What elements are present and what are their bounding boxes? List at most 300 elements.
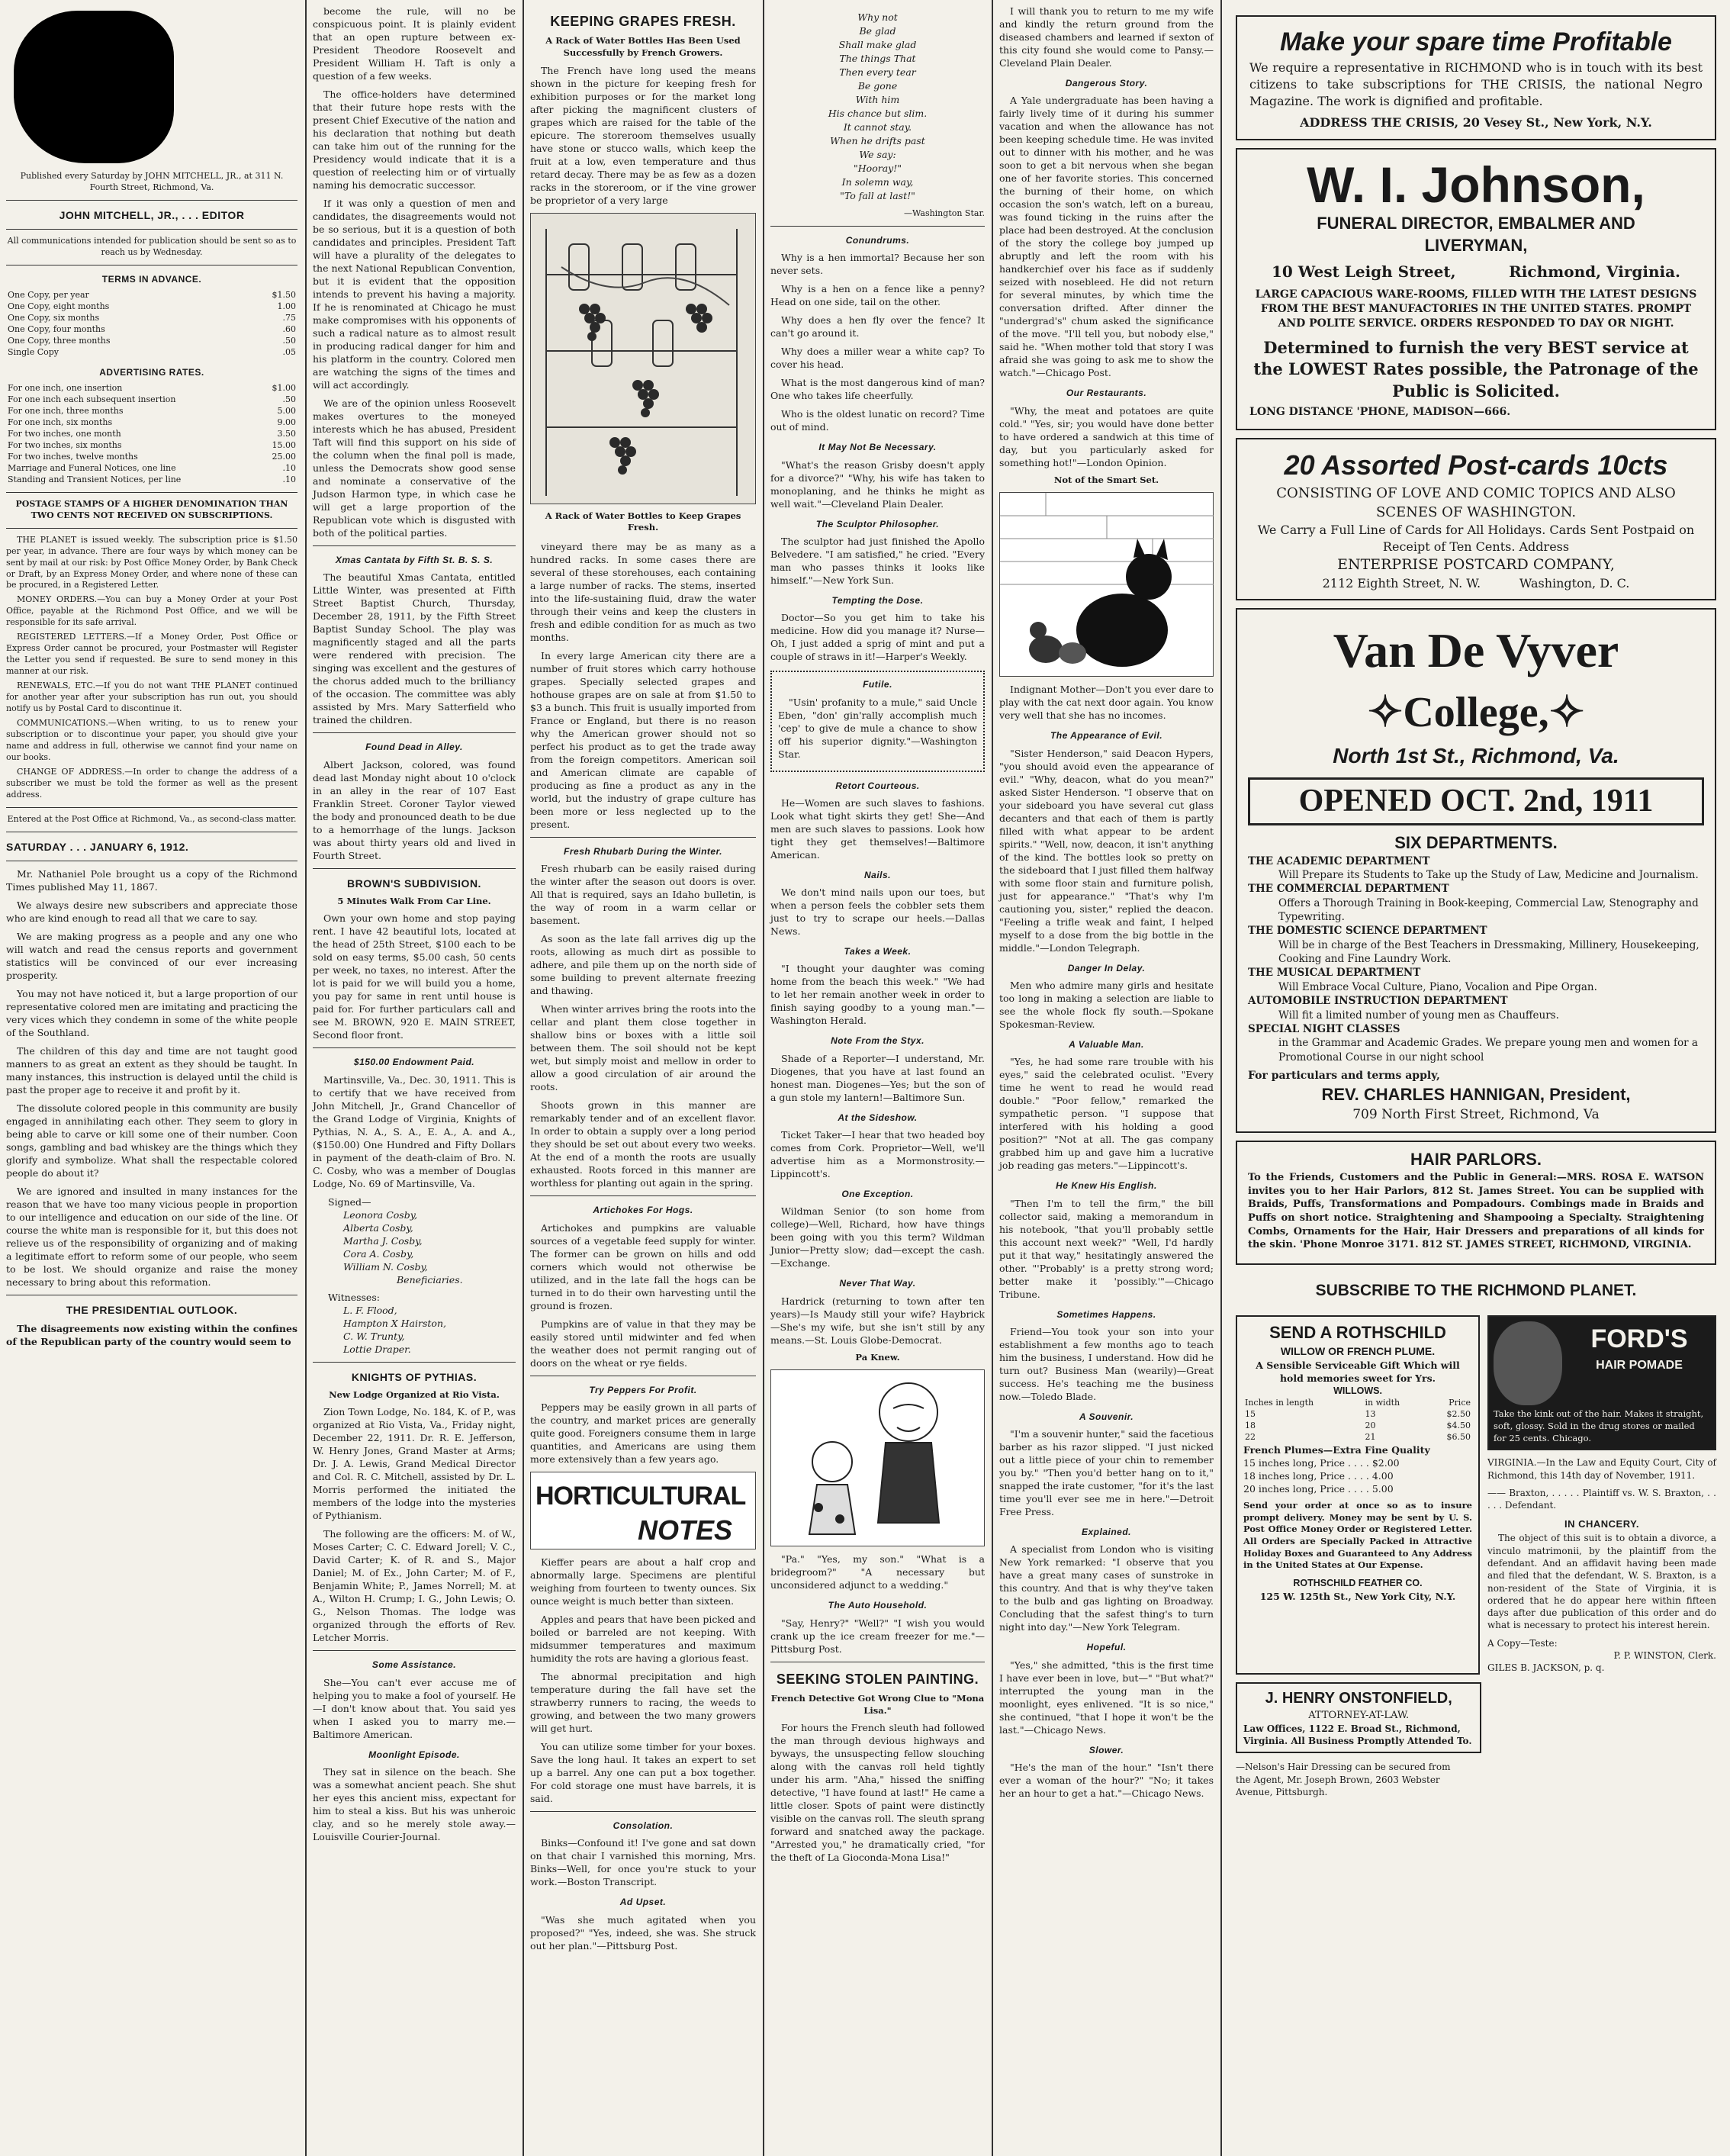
sometimes-title: Sometimes Happens. xyxy=(1056,1308,1156,1320)
consolation-text: Binks—Confound it! I've gone and sat down on that chair I varnished this morning, Mrs. Binks—Well, for once you're stuck to your work.—Boston Transcript. xyxy=(530,1837,756,1888)
kieffer-text: The abnormal precipitation and high temperature during the fall have set the strawberry runners to racing, the weeds to growing, and between the two many growers will get hurt. xyxy=(530,1670,756,1734)
witness: Lottie Draper. xyxy=(343,1343,411,1355)
hair-parlors-ad xyxy=(1236,1141,1716,1265)
grape-rack-drawing xyxy=(531,214,755,502)
editorial-para: We are making progress as a people and any one who will watch and read the census reports and government statistics will be convinced of our ever increasing prosperity. xyxy=(6,930,297,981)
cat-cartoon xyxy=(999,492,1214,677)
crisis-body: We require a representative in RICHMOND who is in touch with its best citizens to take subscriptions for THE CRISIS, the national Negro Magazine. The work is dignified and profitable. xyxy=(1249,60,1703,108)
brown-title: BROWN'S SUBDIVISION. xyxy=(347,877,481,890)
registered-note: REGISTERED LETTERS.—If a Money Order, Post Office or Express Order cannot be procured, your Postmaster will Register the Letter you send if requested. Be sure to send money in this manner at our risk. xyxy=(6,632,297,677)
editorial-para: You may not have noticed it, but a large proportion of our representative colored men are imitating and practicing the very vices which they condemn in some of the white people of the Southland. xyxy=(6,987,297,1038)
fords-ad xyxy=(1487,1315,1716,1450)
roth-body: A Sensible Serviceable Gift Which will hold memories sweet for Yrs. xyxy=(1256,1360,1460,1385)
outlook-cont: We are of the opinion unless Roosevelt makes overtures to the moneyed interests which he has abused, President Taft will find this support on his side of the column when the final poll is made, unless the Democrats show good sense and nominate a conservative of the Judson Harmon type, in which case he will get a large proportion of the Republican vote which is disgusted with both of the political parties. xyxy=(313,397,516,539)
conundrum: Who is the oldest lunatic on record? Time out of mind. xyxy=(770,408,985,433)
outlook-cont: The office-holders have determined that their future hope rests with the present Chief Executive of the nation and his declaration that nothing but death can take him out of the running for the Presidency would indicate that it is a question of reelecting him or of virtually naming his democratic successor. xyxy=(313,88,516,191)
vdv-dept-name: AUTOMOBILE INSTRUCTION DEPARTMENT xyxy=(1248,995,1508,1008)
sideshow-text: Ticket Taker—I hear that two headed boy comes from Cork. Proprietor—Well, we'll advertise him as a Mormonstrosity.—Lippincott's. xyxy=(770,1129,985,1180)
vdv-departments xyxy=(1248,854,1704,1064)
rate-row xyxy=(6,452,297,463)
fords-sub: HAIR POMADE xyxy=(1596,1358,1683,1372)
english-text: "Then I'm to tell the firm," the bill collector said, making a memorandum in his notebook, "that you'll probably settle this account next week?" "Well, I'd hardly put it that way," hesitatingly answered the other. "'Probably' is a pretty strong word; better make it 'possibly.'"—Chicago Tribune. xyxy=(999,1197,1214,1300)
roth-cell: 18 xyxy=(1245,1421,1256,1431)
vdv-opened: OPENED OCT. 2nd, 1911 xyxy=(1248,777,1704,825)
vdv-dept-desc: Offers a Thorough Training in Book-keeping, Commercial Law, Stenography and Typewriting. xyxy=(1278,896,1699,923)
restaurants-title: Our Restaurants. xyxy=(1066,388,1147,399)
evil-title: The Appearance of Evil. xyxy=(1050,730,1163,742)
roth-head: Price xyxy=(1449,1398,1471,1408)
rate-row xyxy=(6,301,297,313)
signer: Beneficiaries. xyxy=(397,1273,463,1286)
stolen-text: For hours the French sleuth had followed the man through devious highways and byways, the unsuspecting fellow slouching along with the canvas roll held tightly under his arm. "Aha," hissed the sniffing detective, "I have found at last!" He came a little closer. Spots of paint were distinctly visible on the canvas roll. The sleuth sprang forward and snatched away the package. "Arrested you," he dramatically cried, "for the theft of La Gioconda-Mona Lisa!" xyxy=(770,1722,985,1864)
sideshow-title: At the Sideshow. xyxy=(838,1112,918,1123)
exception-title: One Exception. xyxy=(841,1189,914,1200)
ad-upset-title: Ad Upset. xyxy=(619,1897,667,1908)
rhubarb-text: As soon as the late fall arrives dig up the roots, allowing as much dirt as possible to adhere, and pile them up on the north side of some building to prevent alternate freezing and thawing. xyxy=(530,933,756,997)
roth-send: Send your order at once so as to insure prompt delivery. Money may be sent by U. S. Post Office Money Order or Registered Letter. All Orders are Specially Packed in Attractive Holiday Boxes and Guaranteed to Any Address in the United States at Our Expense. xyxy=(1243,1500,1472,1571)
poem-source: —Washington Star. xyxy=(904,208,985,218)
poem-line: Why not xyxy=(857,11,898,23)
rate-price: .10 xyxy=(282,462,296,473)
hair-title: HAIR PARLORS. xyxy=(1410,1149,1542,1169)
editorial-para: The dissolute colored people in this community are busily engaged in annihilating each other. They seem to glory in being able to carve or kill some one of their number. Coon songs, gambling and bad whiskey are the things which they glorify and symbolize. What shall the respectable colored people do about it? xyxy=(6,1102,297,1179)
johnson-body: LARGE CAPACIOUS WARE-ROOMS, FILLED WITH THE LATEST DESIGNS FROM THE BEST MANUFACTORIES IN THE UNITED STATES. PROMPT AND POLITE SERVICE. ORDERS RESPONDED TO DAY OR NIGHT. xyxy=(1255,288,1697,330)
editorial-para: The children of this day and time are not taught good manners to as great an extent as they should be taught. In many instances, this instruction is delayed until the child is past the proper age to receive it and profit by it. xyxy=(6,1044,297,1096)
divorce-title: It May Not Be Necessary. xyxy=(818,442,937,453)
rate-price: $1.00 xyxy=(272,383,296,394)
roth-cell: 22 xyxy=(1245,1432,1256,1443)
futile-box xyxy=(770,671,985,771)
valuable-text: "Yes, he had some rare trouble with his eyes," said the celebrated oculist. "Every time he went to read he would read double." "Poor fellow," remarked the sympathetic person. "I suppose that interfered with his holding a good position?" "Not at all. The gas company grabbed him up and gave him a lucrative job reading gas meters."—Lippincott's. xyxy=(999,1056,1214,1172)
col5-intro: I will thank you to return to me my wife and kindly the return ground from the diseased chambers and learned if sexton of this city found she would come to Pansy.—Cleveland Plain Dealer. xyxy=(999,5,1214,69)
grapes-caption: A Rack of Water Bottles to Keep Grapes Fresh. xyxy=(545,510,741,533)
never-text: Hardrick (returning to town after ten years)—Is Maudy still your wife? Haybrick—She's my wife, but she isn't still by any means.—St. Louis Globe-Democrat. xyxy=(770,1295,985,1346)
publisher-line: Published every Saturday by JOHN MITCHELL, JR., at 311 N. Fourth Street, Richmond, Va. xyxy=(20,171,284,192)
danger-title: Dangerous Story. xyxy=(1065,78,1148,88)
column-2 xyxy=(307,0,522,2156)
rate-row xyxy=(6,463,297,475)
rate-price: .50 xyxy=(282,394,296,405)
rate-price: 1.00 xyxy=(277,301,296,312)
ad-rates-table xyxy=(6,383,297,486)
chancery-title: IN CHANCERY. xyxy=(1564,1517,1639,1530)
dose-title: Tempting the Dose. xyxy=(831,594,924,606)
rate-label: Marriage and Funeral Notices, one line xyxy=(8,462,176,473)
pa-knew-cartoon xyxy=(770,1369,985,1546)
cat-text: Indignant Mother—Don't you ever dare to play with the cat next door again. You know very well that she has no incomes. xyxy=(999,684,1214,722)
poem-line: "Hooray!" xyxy=(854,163,902,174)
witness: Hampton X Hairston, xyxy=(343,1317,446,1329)
outlook-cont: If it was only a question of men and candidates, the disagreements would not be so serious, but it is a question of both candidates and principles. President Taft will have a plurality of the delegates to the next National Republican Convention, but it is evident that the opposition intends to prevent his having a majority. If he is renominated at Chicago he must make compromises with his opponents of such a radical nature as to almost result in producing radical danger for him and his platform in the country. Colored men are watching the signs of the times and will act accordingly. xyxy=(313,198,516,391)
rate-row xyxy=(6,417,297,429)
cat-drawing xyxy=(1000,493,1214,674)
roth-cell: $2.50 xyxy=(1446,1409,1471,1420)
rate-row xyxy=(6,440,297,452)
vdv-terms: For particulars and terms apply, xyxy=(1248,1069,1440,1082)
rhubarb-text: Shoots grown in this manner are remarkably tender and of an excellent flavor. In order to obtain a supply over a long period they should be set out about every two weeks. At the end of a month the roots are usually exhausted. Roots forced in this manner are worthless for planting out again in the spring. xyxy=(530,1099,756,1189)
slower-title: Slower. xyxy=(1088,1744,1124,1755)
roth-cell: 20 xyxy=(1365,1421,1376,1431)
money-orders-note: MONEY ORDERS.—You can buy a Money Order at your Post Office, payable at the Richmond Post Office, and we will be responsible for its safe arrival. xyxy=(6,594,297,628)
valuable-title: A Valuable Man. xyxy=(1069,1038,1144,1050)
vdv-dept-name: THE COMMERCIAL DEPARTMENT xyxy=(1248,883,1449,896)
cantata-text: The beautiful Xmas Cantata, entitled Little Winter, was presented at Fifth Street Baptist Church, Thursday, December 28, 1911, by the Fifth Street Baptist Sunday School. The play was magnificently staged and all the parts were rendered with precision. The singing was excellent and the gestures of the chorus added much to the brilliancy of the occasion. The committee was ably assisted by Mrs. Mary Satterfield who trained the children. xyxy=(313,571,516,726)
rate-price: .50 xyxy=(282,335,296,346)
restaurants-text: "Why, the meat and potatoes are quite cold." "Yes, sir; you would have done better to have ordered a sandwich at this time of day, but you particularly asked for something hot!"—London Opinion. xyxy=(999,404,1214,468)
endowment-text: Martinsville, Va., Dec. 30, 1911. This is to certify that we have received from John Mitchell, Jr., Grand Chancellor of the Grand Lodge of Virginia, Knights of Pythias, N. A., S. A., E. A., A. and A., ($150.00) One Hundred and Fifty Dollars in payment of the death-claim of Bro. N. C. Cosby, who was a member of Douglas Lodge, No. 69 of Martinsville, Va. xyxy=(313,1073,516,1189)
grapes-illustration xyxy=(530,213,756,504)
lawyer-sub: ATTORNEY-AT-LAW. xyxy=(1308,1709,1410,1721)
vdv-dept-desc: Will fit a limited number of young men as Chauffeurs. xyxy=(1278,1009,1559,1022)
roth-willows: WILLOWS. xyxy=(1333,1385,1382,1397)
nails-text: We don't mind nails upon our toes, but when a person feels the cobbler sets them just to try to scrape our heels.—Dallas News. xyxy=(770,887,985,938)
grapes-title: KEEPING GRAPES FRESH. xyxy=(550,14,736,29)
rate-price: .05 xyxy=(282,346,296,357)
rate-label: For one inch, three months xyxy=(8,406,124,417)
peppers-text: Peppers may be easily grown in all parts of the country, and market prices are generally quite good. Foreigners consume them in large quantities, and Americans are using them more extensively than a few years ago. xyxy=(530,1401,756,1465)
rate-label: For one inch, one insertion xyxy=(8,383,123,394)
delay-text: Men who admire many girls and hesitate too long in making a selection are liable to see the whole flock fly south.—Spokane Spokesman-Review. xyxy=(999,979,1214,1030)
poem-line: Be glad xyxy=(859,25,896,37)
futile-text: "Usin' profanity to a mule," said Uncle Eben, "don' gin'rally accomplish much 'cep' to give de mule a chance to show off his superior dignity."—Washington Star. xyxy=(778,696,977,760)
roth-french-row: 15 inches long, Price . . . . $2.00 xyxy=(1243,1457,1400,1469)
signer: Martha J. Cosby, xyxy=(343,1234,423,1247)
vdv-dept-desc: Will Prepare its Students to Take up the Study of Law, Medicine and Journalism. xyxy=(1278,868,1699,881)
moonlight-title: Moonlight Episode. xyxy=(368,1749,460,1760)
consolation-title: Consolation. xyxy=(613,1820,674,1831)
planet-note: THE PLANET is issued weekly. The subscription price is $1.50 per year, in advance. There are four ways by which money can be sent by mail at our risk: by Post Office Money Order, by Bank Check or Draft, by an Express Money Order, and where none of these can be procured, in a Registered Letter. xyxy=(6,534,297,590)
conundrum: Why is a hen immortal? Because her son never sets. xyxy=(770,252,985,277)
renewals-note: RENEWALS, ETC.—If you do not want THE PLANET continued for another year after your subscription has run out, you should notify us by Postal Card to discontinue it. xyxy=(6,681,297,714)
moonlight-text: They sat in silence on the beach. She was a somewhat ancient peach. She shut her eyes this ancient miss, expectant for him to steal a kiss. But his was unheroic clay, and so he merely stole away.—Louisville Courier-Journal. xyxy=(313,1765,516,1842)
roth-sub: WILLOW OR FRENCH PLUME. xyxy=(1280,1345,1436,1358)
hopeful-text: "Yes," she admitted, "this is the first time I have ever been in love, but—" "But what?" interrupted the young man in the moonlight, eyes enlivened. "It is so nice," she continued, "that I hope it won't be the last."—Chicago News. xyxy=(999,1659,1214,1736)
hair-body: To the Friends, Customers and the Public in General:—MRS. ROSA E. WATSON invites you to her Hair Parlors, 812 St. James Street. You can be supplied with Braids, Puffs, Transformations and Pompadours. Combings made in Braids and Puffs on short notice. Straightening and Shampooing a Specialty. Straightening Combs, Ornaments for the Hair, Hair Dressers and preparations of all kinds for the skin. 'Phone Monroe 3171. 812 ST. JAMES STREET, RICHMOND, VIRGINIA. xyxy=(1248,1171,1704,1251)
johnson-sub1: FUNERAL DIRECTOR, EMBALMER AND xyxy=(1317,213,1635,233)
outlook-cont: become the rule, will no be conspicuous point. It is plainly evident that an open rupture between ex-President Theodore Roosevelt and President William H. Taft is only a question of a few weeks. xyxy=(313,5,516,82)
roth-cell: $4.50 xyxy=(1446,1421,1471,1431)
notes-word: NOTES xyxy=(637,1514,732,1546)
signer: Alberta Cosby, xyxy=(343,1221,413,1234)
fords-title: FORD'S xyxy=(1590,1324,1688,1354)
kieffer-text: You can utilize some timber for your boxes. Save the long haul. It takes an expert to set up a barrel. Any one can put a box together. For cold storage one must have barrels, it is said. xyxy=(530,1740,756,1804)
poem-line: When he drifts past xyxy=(830,135,925,146)
postage-note: POSTAGE STAMPS OF A HIGHER DENOMINATION THAN TWO CENTS NOT RECEIVED ON SUBSCRIPTIONS. xyxy=(15,498,288,520)
rate-price: .60 xyxy=(282,324,296,335)
grapes-sub: A Rack of Water Bottles Has Been Used Successfully by French Growers. xyxy=(545,35,741,59)
poem-line: His chance but slim. xyxy=(828,108,928,119)
conundrum: Why is a hen on a fence like a penny? Head on one side, tail on the other. xyxy=(770,283,985,308)
some-assistance-title: Some Assistance. xyxy=(371,1659,457,1671)
signer: Cora A. Cosby, xyxy=(343,1247,414,1260)
explained-text: A specialist from London who is visiting New York remarked: "I observe that you have a great many cases of sunstroke in this country. And that is why they've taken to the bulb and gas lighting on Broadway. Concluding that the safest thing's to turn night into day."—New York Telegram. xyxy=(999,1543,1214,1633)
roth-table xyxy=(1243,1398,1472,1443)
chancery-case: —— Braxton, . . . . . Plaintiff vs. W. S. Braxton, . . . . . Defendant. xyxy=(1487,1487,1716,1511)
vdv-dept-name: SPECIAL NIGHT CLASSES xyxy=(1248,1022,1400,1035)
stolen-sub: French Detective Got Wrong Clue to "Mona Lisa." xyxy=(770,1693,985,1716)
kieffer-text: Apples and pears that have been picked and boiled or barreled are not keeping. With midsummer temperatures and maximum humidity the rots are having a glorious feast. xyxy=(530,1613,756,1664)
rate-row xyxy=(6,475,297,486)
conundrum: Why does a hen fly over the fence? It can't go around it. xyxy=(770,314,985,339)
kieffer-text: Kieffer pears are about a half crop and abnormally large. Specimens are plentiful weighing from fourteen to twenty ounces. Six ounce weight is much better than sixteen. xyxy=(530,1556,756,1607)
fords-body: Take the kink out of the hair. Makes it straight, soft, glossy. Sold in the drug stores or mailed for 25 cents. Chicago. xyxy=(1494,1408,1704,1443)
rate-price: 25.00 xyxy=(272,451,296,462)
explained-title: Explained. xyxy=(1081,1527,1132,1538)
poem-line: Then every tear xyxy=(839,66,916,78)
rate-price: 3.50 xyxy=(277,429,296,439)
rate-row xyxy=(6,394,297,406)
rhubarb-text: When winter arrives bring the roots into the cellar and plant them close together in shallow bins or boxes with a little soil between them. The soil should not be kept wet, but simply moist and mellow in order to allow a good circulation of air around the roots. xyxy=(530,1003,756,1093)
rate-label: For one inch, six months xyxy=(8,417,113,428)
roth-head: in width xyxy=(1365,1398,1400,1408)
johnson-determined: Determined to furnish the very BEST service at the LOWEST Rates possible, the Patronage of the Public is Solicited. xyxy=(1253,337,1699,401)
rhubarb-title: Fresh Rhubarb During the Winter. xyxy=(564,845,722,857)
roth-french-row: 20 inches long, Price . . . . 5.00 xyxy=(1243,1483,1394,1495)
rate-row xyxy=(6,324,297,336)
alley-text: Albert Jackson, colored, was found dead last Monday night about 10 o'clock in an alley in the rear of 107 East Franklin Street. Coroner Taylor viewed the body and pronounced death to be due to a hemorrhage of the lungs. Jackson was about thirty years old and lived in Fourth Street. xyxy=(313,758,516,861)
subscribe-banner: SUBSCRIBE TO THE RICHMOND PLANET. xyxy=(1315,1281,1637,1299)
rate-row xyxy=(6,383,297,394)
johnson-name: W. I. Johnson, xyxy=(1307,156,1645,214)
sculptor-title: The Sculptor Philosopher. xyxy=(815,518,940,529)
editorial-para: We are ignored and insulted in many instances for the reason that we have too many vicious people in proportion to our intelligence and education on our side of the line. Of course the white man is responsible for it, but this does not relieve us of the responsibility of organizing and of making a legitimate effort to reform some of our people, who seem to be lost. We should organize and raise the money necessary to bring about this reformation. xyxy=(6,1185,297,1288)
vdv-dept-name: THE ACADEMIC DEPARTMENT xyxy=(1248,854,1430,867)
fords-portrait xyxy=(1494,1321,1562,1405)
rate-row xyxy=(6,347,297,359)
futile-title: Futile. xyxy=(863,679,892,690)
vdv-president: REV. CHARLES HANNIGAN, President, xyxy=(1321,1084,1631,1104)
vdv-dept-name: THE DOMESTIC SCIENCE DEPARTMENT xyxy=(1248,925,1487,938)
kop-text: The following are the officers: M. of W., Moses Carter; C. C. Edward Jorell; V. C., David Carter; K. of R. and S., Major Daniel; M. of Ex., John Carter; M. of F., Benjamin White; P., James Norrell; M. at A., Wilton H. Crump; I. G., John Lewis; O. G., Nelson Thomas. The lodge was organized through the efforts of Rev. Letcher Morris. xyxy=(313,1528,516,1644)
crisis-address: ADDRESS THE CRISIS, 20 Vesey St., New York, N.Y. xyxy=(1300,115,1652,130)
crisis-ad xyxy=(1236,15,1716,140)
rate-label: One Copy, three months xyxy=(8,335,111,346)
rate-label: Single Copy xyxy=(8,346,59,357)
rate-row xyxy=(6,290,297,301)
rate-price: $1.50 xyxy=(272,290,296,301)
change-address-note: CHANGE OF ADDRESS.—In order to change the address of a subscriber we must be told the former as well as the present address. xyxy=(6,766,297,800)
rate-row xyxy=(6,429,297,440)
vdv-street: North 1st St., Richmond, Va. xyxy=(1333,744,1619,768)
postcard-ad xyxy=(1236,438,1716,600)
artichoke-text: Pumpkins are of value in that they may be easily stored until midwinter and fed when the weather does not permit ranging out of doors on the wheat or rye fields. xyxy=(530,1318,756,1369)
roth-french-row: 18 inches long, Price . . . . 4.00 xyxy=(1243,1470,1394,1482)
brown-text: Own your own home and stop paying rent. I have 42 beautiful lots, located at the head of 25th Street, $100 each to be sold on easy terms, $5.00 cash, 50 cents per week, no taxes, no interest. After the lot is paid for we will build you a home, you pay for same in rent until house is paid for. For further particulars call and see M. BROWN, 920 E. MAIN STREET, Second floor front. xyxy=(313,912,516,1041)
grapes-text: In every large American city there are a number of fruit stores which carry hothouse grapes. Specially selected grapes and hothouse grapes are on sale at from $1.50 to $3 a bunch. This fruit is usually imported from France or England, but there is no reason why the American grower should not so perfect his product as to get the trade away from the foreign competitors. American soil and American climate are capable of producing as fine a product as any in the world, but the industry of grape culture has been more or less neglected up to the present. xyxy=(530,649,756,830)
hopeful-title: Hopeful. xyxy=(1086,1642,1127,1653)
witness: L. F. Flood, xyxy=(343,1304,397,1316)
vdv-dept-desc: Will Embrace Vocal Culture, Piano, Vocalion and Pipe Organ. xyxy=(1278,980,1597,993)
rate-label: Standing and Transient Notices, per line xyxy=(8,474,182,484)
witness: C. W. Trunty, xyxy=(343,1330,405,1342)
roth-title: SEND A ROTHSCHILD xyxy=(1269,1323,1446,1343)
roth-cell: 13 xyxy=(1365,1409,1376,1420)
roth-head: Inches in length xyxy=(1245,1398,1314,1408)
rate-price: .75 xyxy=(282,313,296,323)
cartoon-father-son xyxy=(771,1370,985,1544)
rate-price: 15.00 xyxy=(272,439,296,450)
retort-title: Retort Courteous. xyxy=(835,780,920,791)
rate-label: For two inches, twelve months xyxy=(8,451,138,462)
chancery-notice xyxy=(1487,1456,1716,1674)
signer: Leonora Cosby, xyxy=(343,1208,418,1221)
exception-text: Wildman Senior (to son home from college)—Well, Richard, how have things been going with you this term? Wildman Junior—Pretty slow; dad—except the cash.—Exchange. xyxy=(770,1205,985,1269)
conundrum: Why does a miller wear a white cap? To cover his head. xyxy=(770,346,985,371)
nelson-note: —Nelson's Hair Dressing can be secured from the Agent, Mr. Joseph Brown, 2603 Webster Avenue, Pittsburgh. xyxy=(1236,1762,1451,1797)
column-5 xyxy=(993,0,1220,2156)
nails-title: Nails. xyxy=(863,869,891,880)
rate-label: For two inches, six months xyxy=(8,439,122,450)
comm-note: All communications intended for publication should be sent so as to reach us by Wednesday. xyxy=(7,235,297,257)
kop-text: Zion Town Lodge, No. 184, K. of P., was organized at Rio Vista, Va., Friday night, December 22, 1911. Dr. R. E. Jefferson, W. Henry Jones, Grand Master at Arms; Dr. J. A. Lewis, Grand Medical Director and Col. R. C. Mitchell, assisted by Dr. L. Morris performed the initiated the members of the lodge into the mysteries of Pythianism. xyxy=(313,1406,516,1522)
outlook-text: The disagreements now existing within the confines of the Republican party of the country would seem to xyxy=(6,1322,297,1347)
witnesses-label: Witnesses: xyxy=(328,1291,380,1303)
rate-label: One Copy, six months xyxy=(8,313,100,323)
rate-row xyxy=(6,406,297,417)
styx-text: Shade of a Reporter—I understand, Mr. Diogenes, that you have at last found an honest man. Diogenes—Yes; but the son of a gun stole my lantern!—Baltimore Sun. xyxy=(770,1052,985,1103)
poem-line: With him xyxy=(855,94,900,105)
rhubarb-text: Fresh rhubarb can be easily raised during the winter after the season out doors is over. All that is required, says an Idaho bulletin, is the way of room in a warm cellar or basement. xyxy=(530,863,756,927)
poem-line: It cannot stay. xyxy=(843,121,912,133)
rate-price: 9.00 xyxy=(277,417,296,428)
rate-label: One Copy, four months xyxy=(8,324,105,335)
week-title: Takes a Week. xyxy=(844,946,912,957)
bottom-ads xyxy=(1236,1315,1716,1674)
chancery-head: VIRGINIA.—In the Law and Equity Court, City of Richmond, this 14th day of November, 1911. xyxy=(1487,1457,1716,1481)
roth-cell: 21 xyxy=(1365,1432,1376,1443)
some-assistance-text: She—You can't ever accuse me of helping you to make a fool of yourself. He—I don't know about that. You said yes when I asked you to marry me.—Baltimore American. xyxy=(313,1676,516,1740)
delay-title: Danger In Delay. xyxy=(1067,962,1146,973)
chancery-copy: A Copy—Teste: xyxy=(1487,1637,1558,1649)
postcard-address: 2112 Eighth Street, N. W. Washington, D. C. xyxy=(1322,575,1630,590)
roth-french-list xyxy=(1243,1456,1472,1495)
sometimes-text: Friend—You took your son into your establishment a few months ago to teach him the business, I understand. How did he turn out? Business Man (wearily)—Great success. He's teaching me the business now.—Toledo Blade. xyxy=(999,1325,1214,1402)
sculptor-text: The sculptor had just finished the Apollo Belvedere. "I am satisfied," he cried. "Every man who passes thinks it looks like himself."—New York Sun. xyxy=(770,535,985,586)
artichoke-title: Artichokes For Hogs. xyxy=(593,1205,693,1216)
postcard-title: 20 Assorted Post-cards 10cts xyxy=(1284,449,1668,481)
brown-sub: 5 Minutes Walk From Car Line. xyxy=(337,895,491,906)
endowment-title: $150.00 Endowment Paid. xyxy=(353,1057,475,1068)
never-title: Never That Way. xyxy=(839,1278,916,1289)
stolen-title: SEEKING STOLEN PAINTING. xyxy=(776,1671,979,1687)
alley-title: Found Dead in Alley. xyxy=(365,742,463,753)
rothschild-ad xyxy=(1236,1315,1480,1674)
vdv-six: SIX DEPARTMENTS. xyxy=(1394,832,1558,852)
cat-caption: Not of the Smart Set. xyxy=(1053,474,1159,485)
vdv-address: 709 North First Street, Richmond, Va xyxy=(1352,1106,1600,1122)
peppers-title: Try Peppers For Profit. xyxy=(589,1384,697,1395)
divorce-text: "What's the reason Grisby doesn't apply for a divorce?" "Why, his wife has taken to monoplaning, and he thinks he might as well wait."—Cleveland Plain Dealer. xyxy=(770,459,985,510)
poem-line: We say: xyxy=(859,149,896,160)
poem-line: "To fall at last!" xyxy=(840,190,915,201)
ad-upset-text: "Was she much agitated when you proposed?" "Yes, indeed, she was. She struck out her plan."—Pittsburg Post. xyxy=(530,1913,756,1952)
souvenir-title: A Souvenir. xyxy=(1079,1411,1134,1422)
grapes-text: The French have long used the means shown in the picture for keeping fresh for exhibition purposes or for the market long after picking the magnificent clusters of grapes which are raised for the table of the epicure. The storeroom themselves usually have stone or stucco walls, which keep the fruit at a low, even temperature and thus retard decay. There may be as few as a dozen racks in the storeroom, or if the vine grower be proprietor of a very large xyxy=(530,64,756,206)
dose-text: Doctor—So you get him to take his medicine. How did you manage it? Nurse—Oh, I just added a sprig of mint and put a couple of straws in it!—Harper's Weekly. xyxy=(770,612,985,663)
postcard-body: We Carry a Full Line of Cards for All Holidays. Cards Sent Postpaid on Receipt of Ten Cents. Address xyxy=(1257,523,1695,554)
poem-line: Shall make glad xyxy=(838,39,917,50)
terms-title: TERMS IN ADVANCE. xyxy=(101,273,202,285)
signed-label: Signed— xyxy=(328,1195,371,1208)
ad-rates-title: ADVERTISING RATES. xyxy=(99,366,204,378)
retort-text: He—Women are such slaves to fashions. Look what tight skirts they get! She—And men are such slaves to passions. Look how tight they get themselves!—Baltimore American. xyxy=(770,796,985,861)
vdv-dept-name: THE MUSICAL DEPARTMENT xyxy=(1248,967,1421,980)
masthead-blot xyxy=(14,11,174,163)
vdv-dept-desc: Will be in charge of the Best Teachers in Dressmaking, Millinery, Housekeeping, Cooking and Fine Laundry Work. xyxy=(1278,938,1699,966)
johnson-address: 10 West Leigh Street, Richmond, Virginia. xyxy=(1271,262,1680,282)
roth-cell: 15 xyxy=(1245,1409,1256,1420)
signer: William N. Cosby, xyxy=(343,1260,428,1273)
crisis-title: Make your spare time Profitable xyxy=(1280,27,1672,56)
vdv-name: Van De Vyver xyxy=(1333,623,1619,678)
van-de-vyver-ad xyxy=(1236,608,1716,1133)
rate-label: One Copy, per year xyxy=(8,290,89,301)
poem-line: In solemn way, xyxy=(841,176,914,188)
roth-french: French Plumes—Extra Fine Quality xyxy=(1243,1444,1430,1456)
editorial-paras xyxy=(6,867,297,1289)
english-title: He Knew His English. xyxy=(1056,1180,1157,1192)
rate-price: .10 xyxy=(282,474,296,484)
subscription-notes xyxy=(6,535,297,801)
cantata-title: Xmas Cantata by Fifth St. B. S. S. xyxy=(335,555,494,565)
rate-row xyxy=(6,336,297,347)
auto-text: "Say, Henry?" "Well?" "I wish you would crank up the ice cream freezer for me."—Pittsburg Post. xyxy=(770,1617,985,1655)
roth-row xyxy=(1243,1432,1472,1443)
artichoke-text: Artichokes and pumpkins are valuable sources of a vegetable feed supply for winter. The former can be grown on hills and odd corners which would not otherwise be utilized, and in the late fall the hogs can be turned in to do their own harvesting until the ground is frozen. xyxy=(530,1221,756,1311)
roth-cell: $6.50 xyxy=(1446,1432,1471,1443)
kop-sub: New Lodge Organized at Rio Vista. xyxy=(329,1389,500,1400)
horticultural-word: HORTICULTURAL xyxy=(535,1481,746,1511)
horticultural-banner xyxy=(530,1472,756,1549)
poem xyxy=(770,11,985,202)
rate-price: 5.00 xyxy=(277,406,296,417)
pa-knew-caption: Pa Knew. xyxy=(855,1351,900,1363)
outlook-title: THE PRESIDENTIAL OUTLOOK. xyxy=(66,1303,238,1316)
lawyer-name: J. HENRY ONSTONFIELD, xyxy=(1265,1689,1452,1707)
rate-label: For one inch each subsequent insertion xyxy=(8,394,176,405)
postcard-company: ENTERPRISE POSTCARD COMPANY, xyxy=(1337,555,1615,573)
johnson-sub2: LIVERYMAN, xyxy=(1424,236,1528,256)
lawyer-ad xyxy=(1236,1682,1481,1753)
poem-line: Be gone xyxy=(857,80,898,92)
evil-text: "Sister Henderson," said Deacon Hypers, "you should avoid even the appearance of evil." "Why, deacon, what do you mean?" asked Sister Henderson. "I observe that on your sideboard you have several cut glass decanters and that each of them is partly filled with what appear to be ardent spirits." "Well, now, deacon, it isn't anything of the kind. The bottles look so pretty on the sideboard that I just filled them halfway with some floor stain and furniture polish, just for appearance." "That's why I'm cautioning you, sister," replied the deacon. "Feeling a trifle weak and faint, I helped myself to a dose from the big bottle in the middle."—London Telegraph. xyxy=(999,747,1214,954)
conundrums-title: Conundrums. xyxy=(845,234,910,246)
rate-label: One Copy, eight months xyxy=(8,301,110,312)
styx-title: Note From the Styx. xyxy=(831,1035,924,1047)
communications-note: COMMUNICATIONS.—When writing, to us to renew your subscription or to discontinue your paper, you should give your name and address in full, otherwise we cannot find your name on our books. xyxy=(6,717,297,762)
johnson-phone: LONG DISTANCE 'PHONE, MADISON—666. xyxy=(1249,406,1511,419)
editorial-para: Mr. Nathaniel Pole brought us a copy of the Richmond Times published May 11, 1867. xyxy=(6,867,297,893)
auto-title: The Auto Household. xyxy=(828,1600,928,1611)
column-6 xyxy=(1222,0,1730,2156)
week-text: "I thought your daughter was coming home from the beach this week." "We had to let her remain another week in order to finish saying goodby to a young man."—Washington Herald. xyxy=(770,963,985,1027)
slower-text: "He's the man of the hour." "Isn't there ever a woman of the hour?" "No; it takes her an hour to get a hat."—Chicago News. xyxy=(999,1762,1214,1800)
terms-table xyxy=(6,290,297,359)
johnson-ad xyxy=(1236,148,1716,430)
vdv-college: ✧College,✧ xyxy=(1367,689,1585,737)
chancery-pq: GILES B. JACKSON, p. q. xyxy=(1487,1662,1605,1674)
grapes-text: vineyard there may be as many as a hundred racks. In some cases there are several of these storehouses, each containing a large number of racks. The stems, inserted into the life-sustaining fluid, draw the water through their veins and keep the clusters in fresh and edible condition for as much as two months. xyxy=(530,540,756,643)
column-4 xyxy=(764,0,991,2156)
column-1 xyxy=(0,0,304,2156)
vdv-dept-desc: in the Grammar and Academic Grades. We prepare young men and women for a Promotional Course in our night school xyxy=(1278,1037,1698,1064)
kop-title: KNIGHTS OF PYTHIAS. xyxy=(351,1370,478,1383)
editorial-para: We always desire new subscribers and appreciate those who are kind enough to read all that we care to say. xyxy=(6,899,297,924)
chancery-text: The object of this suit is to obtain a divorce, a vinculo matrimonii, by the plaintiff from the defendant. And an affidavit having been made and filed that the defendant, W. S. Braxton, is a non-resident of the State of Virginia, it is ordered that he do appear here within fifteen days after due publication of this order and do what is necessary to protect his interest herein. xyxy=(1487,1533,1716,1631)
right-bottom-stack xyxy=(1487,1315,1716,1674)
chancery-clerk: P. P. WINSTON, Clerk. xyxy=(1613,1650,1716,1662)
rate-label: For two inches, one month xyxy=(8,429,121,439)
